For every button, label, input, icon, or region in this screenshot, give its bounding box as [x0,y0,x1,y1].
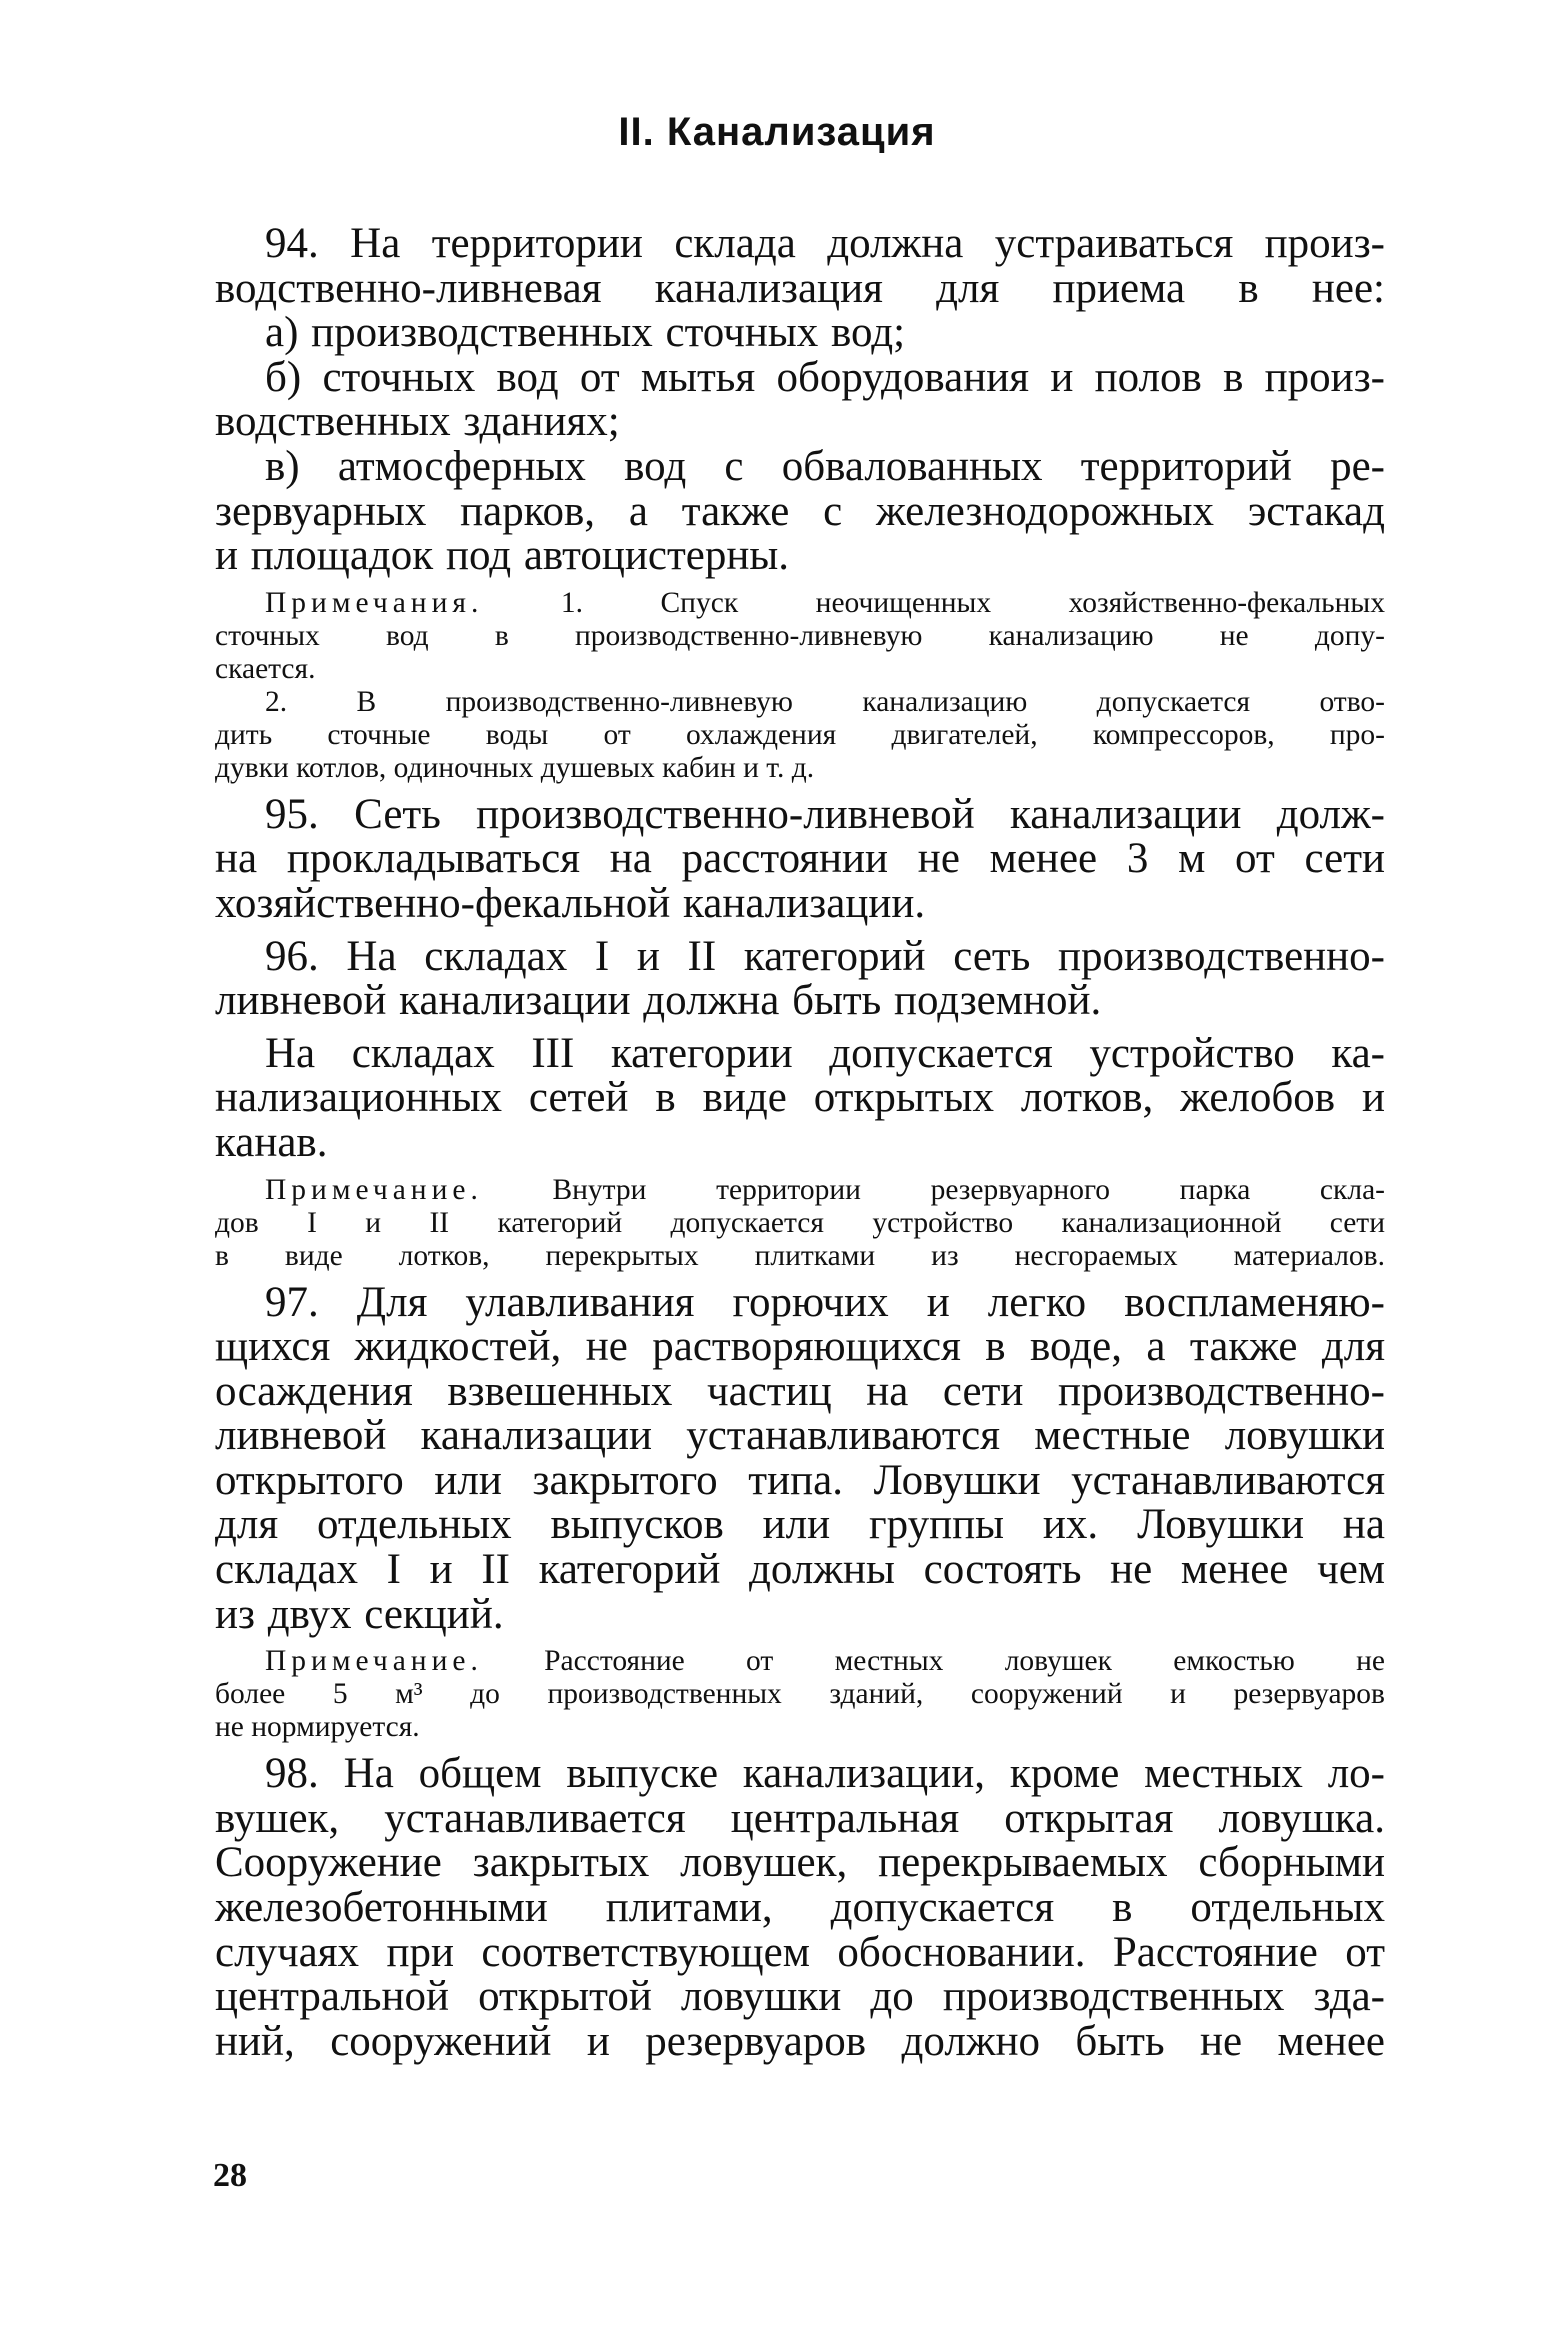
note-line [215,1174,1385,1207]
note-line: не нормируется. [215,1711,420,1744]
text-line: вушек, устанавливается центральная открытая ловушка. [215,1794,1385,1842]
text-line: для отдельных выпусков или группы их. Ловушки на [215,1501,1385,1549]
text-line: случаях при соответствующем обосновании. Расстояние от [215,1928,1385,1976]
note-line: в виде лотков, перекрытых плитками из несгораемых материалов. [215,1239,1385,1272]
paragraph-97 [215,1278,1385,1638]
note-97 [215,1645,1385,1744]
paragraph-96-continued [215,1029,1385,1166]
text-line: складах I и II категорий должны состоять не менее чем [215,1546,1385,1594]
note-line: более 5 м³ до производственных зданий, сооружений и резервуаров [215,1678,1385,1711]
text-line: 97. Для улавливания горючих и легко воспламеняю- [265,1278,1385,1326]
text-line: хозяйственно-фекальной канализации. [215,879,926,927]
text-line: ливневой канализации устанавливаются местные ловушки [215,1412,1385,1460]
section-heading: II. Канализация [618,110,936,154]
note-line: дов I и II категорий допускается устройство канализационной сети [215,1206,1385,1239]
text-line: На складах III категории допускается устройство ка- [265,1029,1385,1077]
text-line: в) атмосферных вод с обвалованных территорий ре- [265,442,1385,490]
text-line: а) производственных сточных вод; [265,309,906,357]
note-label: Примечание. [265,1645,483,1678]
text-line: б) сточных вод от мытья оборудования и полов в произ- [265,353,1385,401]
text-line: осаждения взвешенных частиц на сети производственно- [215,1367,1385,1415]
text-line: 94. На территории склада должна устраиваться произ- [265,220,1385,267]
text-line: водственно-ливневая канализация для приема в нее: [215,264,1385,312]
note-line: дувки котлов, одиночных душевых кабин и т. д. [215,751,815,784]
note-line [215,587,1385,620]
note-line: 2. В производственно-ливневую канализацию допускается отво- [265,685,1385,718]
text-line: ливневой канализации должна быть подземной. [215,977,1102,1025]
text-line: 95. Сеть производственно-ливневой канализации долж- [265,790,1385,838]
text-line: водственных зданиях; [215,398,620,446]
text-line: из двух секций. [215,1590,504,1638]
note-text: Расстояние от местных ловушек емкостью не [482,1645,1385,1678]
text-line: щихся жидкостей, не растворяющихся в воде, а также для [215,1323,1385,1371]
note-label: Примечания. [265,586,484,619]
paragraph-95 [215,790,1385,927]
paragraph-98 [215,1752,1385,2064]
text-line: ний, сооружений и резервуаров должно быть не менее [215,2017,1385,2065]
body-text [215,222,1385,2064]
text-line: 96. На складах I и II категорий сеть производственно- [265,932,1385,980]
text-line: и площадок под автоцистерны. [215,532,790,580]
text-line: открытого или закрытого типа. Ловушки устанавливаются [215,1456,1385,1504]
note-96 [215,1174,1385,1273]
note-label: Примечание. [265,1173,483,1206]
text-line: зервуарных парков, а также с железнодорожных эстакад [215,487,1385,535]
note-text: 1. Спуск неочищенных хозяйственно-фекальных [483,586,1385,619]
text-line: железобетонными плитами, допускается в отдельных [215,1884,1385,1932]
note-line: сточных вод в производственно-ливневую канализацию не допу- [215,619,1385,652]
text-line: нализационных сетей в виде открытых лотков, желобов и [215,1074,1385,1122]
page-number: 28 [213,2157,247,2194]
text-line: 98. На общем выпуске канализации, кроме местных ло- [265,1750,1385,1798]
note-text: Внутри территории резервуарного парка скла- [482,1173,1385,1206]
note-line: скается. [215,652,316,685]
paragraph-94 [215,222,1385,579]
notes-94 [215,587,1385,785]
paragraph-96 [215,932,1385,1025]
text-line: центральной открытой ловушки до производственных зда- [215,1973,1385,2021]
note-line: дить сточные воды от охлаждения двигателей, компрессоров, про- [215,718,1385,751]
note-line [215,1645,1385,1678]
text-line: на прокладываться на расстоянии не менее 3 м от сети [215,835,1385,883]
text-line: Сооружение закрытых ловушек, перекрываемых сборными [215,1839,1385,1887]
text-line: канав. [215,1118,328,1166]
